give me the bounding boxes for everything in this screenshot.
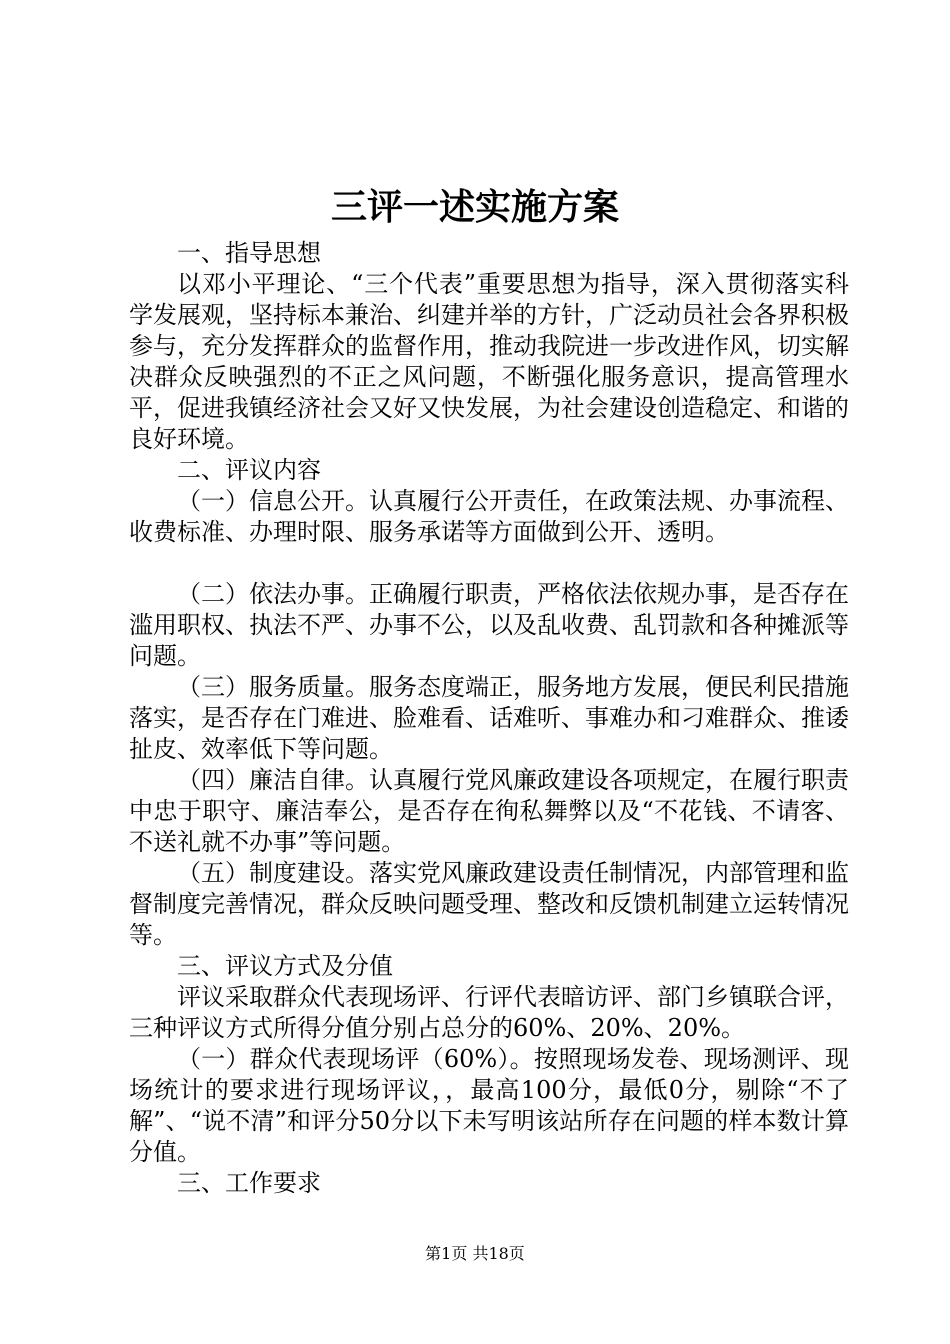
paragraph: （五）制度建设。落实党风廉政建设责任制情况，内部管理和监督制度完善情况，群众反映问题受理、整改和反馈机制建立运转情况等。 (129, 859, 849, 949)
paragraph: （二）依法办事。正确履行职责，严格依法依规办事，是否存在滥用职权、执法不严、办事不公，以及乱收费、乱罚款和各种摊派等问题。 (129, 580, 849, 670)
paragraph: （一）信息公开。认真履行公开责任，在政策法规、办事流程、收费标准、办理时限、服务承诺等方面做到公开、透明。 (129, 487, 849, 546)
page-number-footer: 第1页 共18页 (425, 1244, 525, 1263)
section-heading: 一、指导思想 (177, 239, 321, 267)
paragraph: （一）群众代表现场评（60%）。按照现场发卷、现场测评、现场统计的要求进行现场评议，，最高100分，最低0分，剔除“不了解”、“说不清”和评分50分以下未写明该站所存在问题的样本数计算分值。 (129, 1045, 849, 1166)
paragraph: 以邓小平理论、“三个代表”重要思想为指导，深入贯彻落实科学发展观，坚持标本兼治、纠建并举的方针，广泛动员社会各界积极参与，充分发挥群众的监督作用，推动我院进一步改进作风，切实解决群众反映强烈的不正之风问题，不断强化服务意识，提高管理水平，促进我镇经济社会又好又快发展，为社会建设创造稳定、和谐的良好环境。 (129, 270, 849, 453)
document-body (129, 238, 849, 1199)
section-heading: 三、评议方式及分值 (177, 952, 393, 980)
paragraph: （三）服务质量。服务态度端正，服务地方发展，便民利民措施落实，是否存在门难进、脸难看、话难听、事难办和刁难群众、推诿扯皮、效率低下等问题。 (129, 673, 849, 763)
section-heading: 二、评议内容 (177, 456, 321, 484)
section-heading: 三、工作要求 (177, 1169, 321, 1197)
paragraph: 评议采取群众代表现场评、行评代表暗访评、部门乡镇联合评，三种评议方式所得分值分别占总分的60%、20%、20%。 (129, 983, 849, 1042)
paragraph: （四）廉洁自律。认真履行党风廉政建设各项规定，在履行职责中忠于职守、廉洁奉公，是否存在徇私舞弊以及“不花钱、不请客、不送礼就不办事”等问题。 (129, 766, 849, 856)
document-title: 三评一述实施方案 (330, 186, 619, 228)
